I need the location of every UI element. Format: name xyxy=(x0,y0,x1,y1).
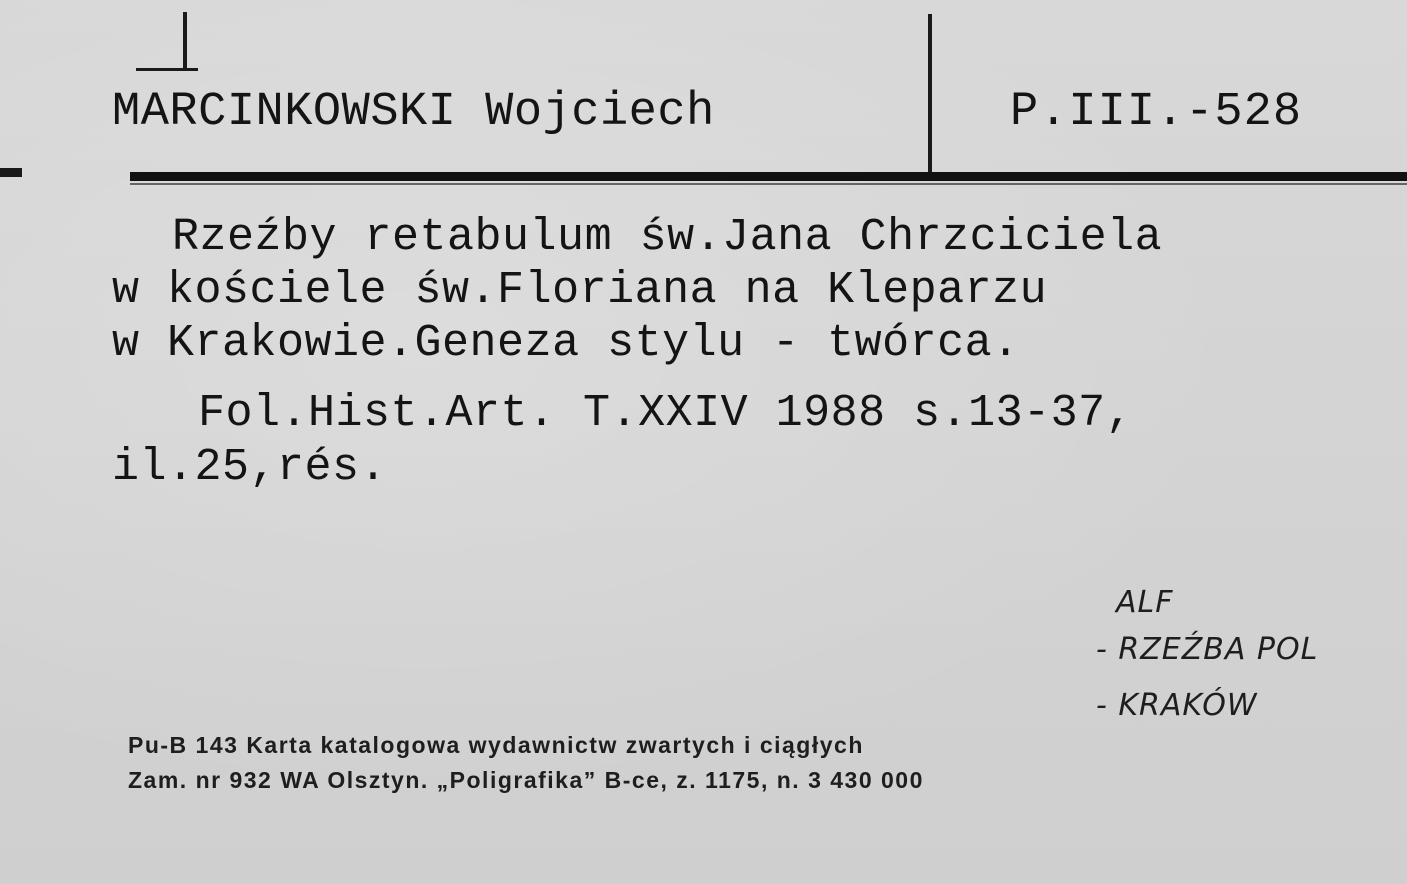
handwritten-note-1: ALF xyxy=(1116,585,1174,620)
handwritten-note-2: - RZEŹBA POL xyxy=(1096,632,1319,667)
index-tick-mark xyxy=(183,12,187,68)
header-vertical-divider xyxy=(928,14,932,172)
title-line-3: w Krakowie.Geneza stylu - twórca. xyxy=(112,318,1020,369)
card-edge-notch xyxy=(0,168,22,177)
author-heading: MARCINKOWSKI Wojciech xyxy=(112,86,715,139)
title-line-2: w kościele św.Floriana na Kleparzu xyxy=(112,265,1048,316)
header-rule-shadow xyxy=(130,183,1407,185)
printer-footer-line-2: Zam. nr 932 WA Olsztyn. „Poligrafika” B-ce, z. 1175, n. 3 430 000 xyxy=(128,767,924,793)
printer-footer-line-1: Pu-B 143 Karta katalogowa wydawnictw zwartych i ciągłych xyxy=(128,732,864,758)
citation-line-2: il.25,rés. xyxy=(112,442,388,493)
citation-line-1: Fol.Hist.Art. T.XXIV 1988 s.13-37, xyxy=(198,388,1134,439)
handwritten-note-3: - KRAKÓW xyxy=(1096,688,1258,723)
header-rule xyxy=(130,172,1407,181)
title-line-1: Rzeźby retabulum św.Jana Chrzciciela xyxy=(172,212,1163,263)
index-tick-underline xyxy=(136,68,198,71)
shelfmark: P.III.-528 xyxy=(1010,86,1303,139)
